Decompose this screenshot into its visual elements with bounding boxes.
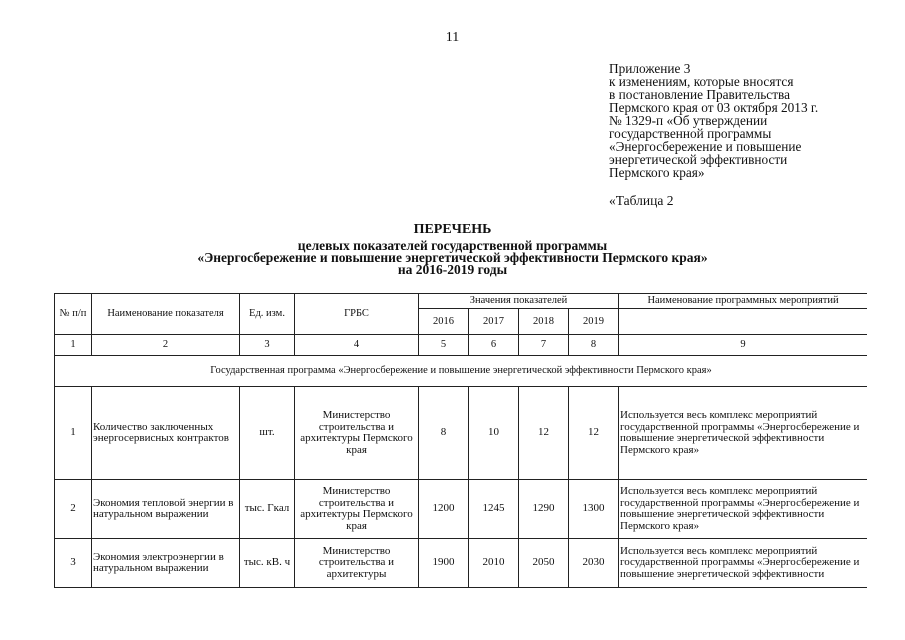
appendix-line: № 1329-п «Об утверждении xyxy=(609,113,768,128)
row-measures: Используется весь комплекс мероприятий государственной программы «Энергосбережение и повышение энергетической эффективности Пермского края» xyxy=(619,480,867,539)
header-grbs: ГРБС xyxy=(295,294,419,335)
appendix-line: «Энергосбережение и повышение xyxy=(609,139,802,154)
row-num: 2 xyxy=(55,480,92,539)
column-number: 4 xyxy=(295,335,419,356)
column-number: 3 xyxy=(240,335,295,356)
row-indicator-name: Экономия электроэнергии в натуральном выражении xyxy=(92,539,240,588)
page-number: 11 xyxy=(445,30,460,45)
row-grbs: Министерство строительства и архитектуры Пермского края xyxy=(295,480,419,539)
header-name: Наименование показателя xyxy=(92,294,240,335)
appendix-line: к изменениям, которые вносятся xyxy=(609,74,794,89)
table-reference: «Таблица 2 xyxy=(609,193,674,208)
row-indicator-name: Экономия тепловой энергии в натуральном выражении xyxy=(92,480,240,539)
header-measures-blank xyxy=(619,309,867,335)
header-measures: Наименование программных мероприятий xyxy=(619,294,867,309)
column-number-row xyxy=(55,335,868,356)
document-title: ПЕРЕЧЕНЬ xyxy=(413,222,492,237)
row-unit: тыс. кВ. ч xyxy=(240,539,295,588)
row-value-2019: 1300 xyxy=(569,480,619,539)
column-number: 9 xyxy=(619,335,867,356)
subtitle-line: на 2016-2019 годы xyxy=(397,262,508,277)
row-num: 3 xyxy=(55,539,92,588)
row-value-2019: 12 xyxy=(569,387,619,480)
appendix-line: Приложение 3 xyxy=(609,61,691,76)
column-number: 7 xyxy=(519,335,569,356)
table-row xyxy=(55,480,868,539)
header-year: 2018 xyxy=(519,309,569,335)
row-unit: шт. xyxy=(240,387,295,480)
header-values: Значения показателей xyxy=(419,294,619,309)
row-value-2016: 8 xyxy=(419,387,469,480)
row-unit: тыс. Гкал xyxy=(240,480,295,539)
program-row xyxy=(55,356,868,387)
indicators-table-container xyxy=(54,293,867,640)
header-num: № п/п xyxy=(55,294,92,335)
row-value-2018: 1290 xyxy=(519,480,569,539)
row-grbs: Министерство строительства и архитектуры xyxy=(295,539,419,588)
row-value-2017: 2010 xyxy=(469,539,519,588)
header-year: 2019 xyxy=(569,309,619,335)
row-value-2018: 2050 xyxy=(519,539,569,588)
table-header-row xyxy=(55,294,868,309)
header-year: 2017 xyxy=(469,309,519,335)
document-subtitle xyxy=(0,240,905,276)
row-measures: Используется весь комплекс мероприятий государственной программы «Энергосбережение и повышение энергетической эффективности xyxy=(619,539,867,588)
indicators-table xyxy=(54,293,867,588)
appendix-line: Пермского края от 03 октября 2013 г. xyxy=(609,100,819,115)
table-row xyxy=(55,539,868,588)
row-value-2016: 1900 xyxy=(419,539,469,588)
row-value-2016: 1200 xyxy=(419,480,469,539)
program-title-cell: Государственная программа «Энергосбережение и повышение энергетической эффективности Пермского края» xyxy=(55,356,868,387)
appendix-line: в постановление Правительства xyxy=(609,87,791,102)
subtitle-line: целевых показателей государственной программы xyxy=(297,238,608,253)
row-value-2018: 12 xyxy=(519,387,569,480)
row-grbs: Министерство строительства и архитектуры Пермского края xyxy=(295,387,419,480)
row-value-2019: 2030 xyxy=(569,539,619,588)
subtitle-line: «Энергосбережение и повышение энергетической эффективности Пермского края» xyxy=(197,250,708,265)
row-value-2017: 1245 xyxy=(469,480,519,539)
appendix-line: энергетической эффективности xyxy=(609,152,788,167)
table-row xyxy=(55,387,868,480)
row-measures: Используется весь комплекс мероприятий государственной программы «Энергосбережение и повышение энергетической эффективности Пермского края» xyxy=(619,387,867,480)
column-number: 5 xyxy=(419,335,469,356)
column-number: 1 xyxy=(55,335,92,356)
row-num: 1 xyxy=(55,387,92,480)
row-indicator-name: Количество заключенных энергосервисных контрактов xyxy=(92,387,240,480)
header-unit: Ед. изм. xyxy=(240,294,295,335)
column-number: 8 xyxy=(569,335,619,356)
appendix-line: государственной программы xyxy=(609,126,772,141)
appendix-line: Пермского края» xyxy=(609,165,705,180)
row-value-2017: 10 xyxy=(469,387,519,480)
column-number: 2 xyxy=(92,335,240,356)
appendix-note xyxy=(609,62,899,179)
column-number: 6 xyxy=(469,335,519,356)
header-year: 2016 xyxy=(419,309,469,335)
